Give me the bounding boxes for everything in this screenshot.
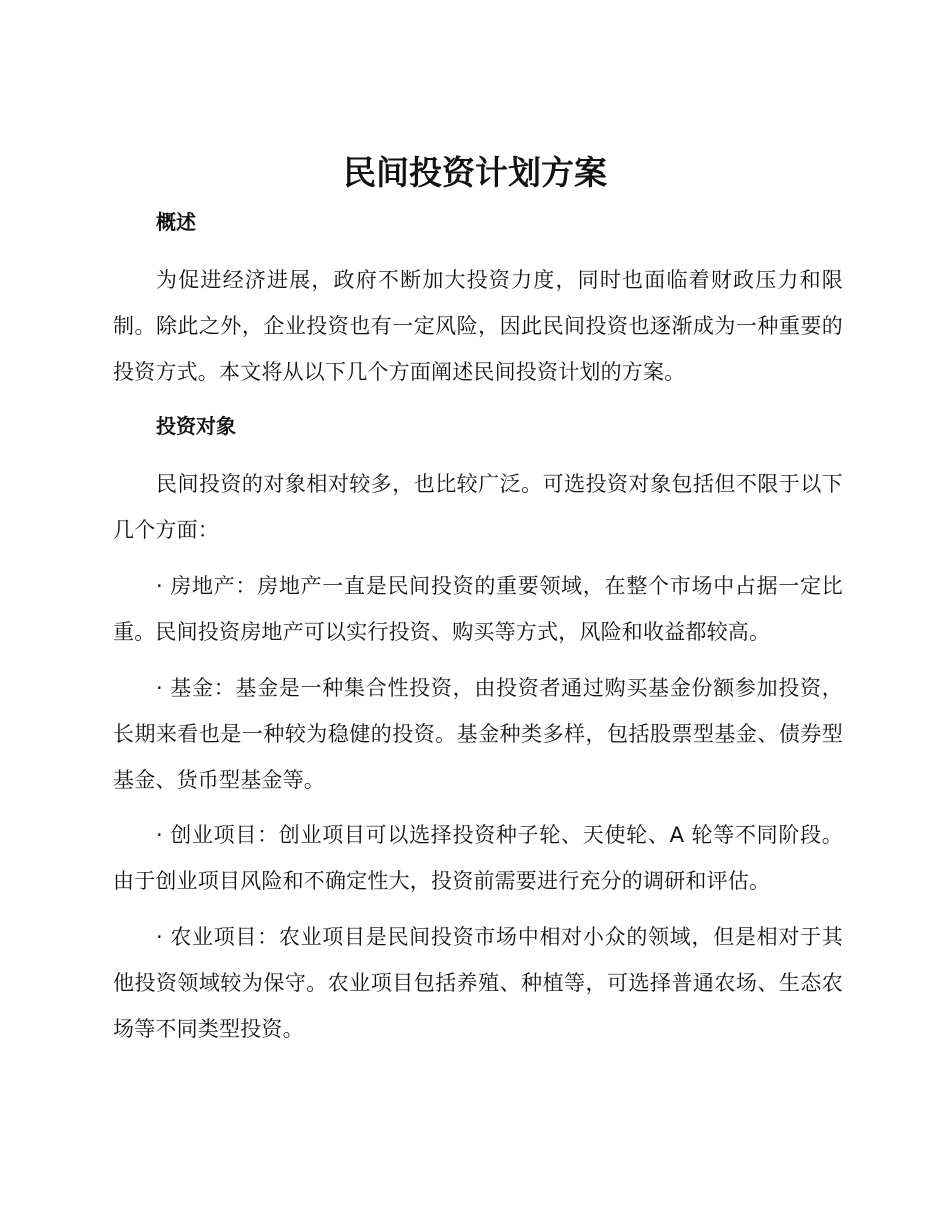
list-item-startup-project: · 创业项目：创业项目可以选择投资种子轮、天使轮、A 轮等不同阶段。由于创业项目风险和不确定性大，投资前需要进行充分的调研和评估。 [113, 823, 843, 893]
section-heading-overview: 概述 [156, 210, 196, 234]
list-item-real-estate: · 房地产：房地产一直是民间投资的重要领域，在整个市场中占据一定比重。民间投资房地产可以实行投资、购买等方式，风险和收益都较高。 [113, 574, 843, 644]
document-title: 民间投资计划方案 [343, 153, 607, 192]
targets-intro-paragraph: 民间投资的对象相对较多，也比较广泛。可选投资对象包括但不限于以下几个方面： [113, 472, 843, 542]
section-heading-investment-targets: 投资对象 [156, 414, 236, 438]
list-item-agriculture-project: · 农业项目：农业项目是民间投资市场中相对小众的领域，但是相对于其他投资领域较为保守。农业项目包括养殖、种植等，可选择普通农场、生态农场等不同类型投资。 [113, 925, 843, 1041]
overview-paragraph: 为促进经济进展，政府不断加大投资力度，同时也面临着财政压力和限制。除此之外，企业投资也有一定风险，因此民间投资也逐渐成为一种重要的投资方式。本文将从以下几个方面阐述民间投资计划的方案。 [113, 268, 843, 384]
list-item-fund: · 基金：基金是一种集合性投资，由投资者通过购买基金份额参加投资，长期来看也是一种较为稳健的投资。基金种类多样，包括股票型基金、债券型基金、货币型基金等。 [113, 676, 843, 792]
